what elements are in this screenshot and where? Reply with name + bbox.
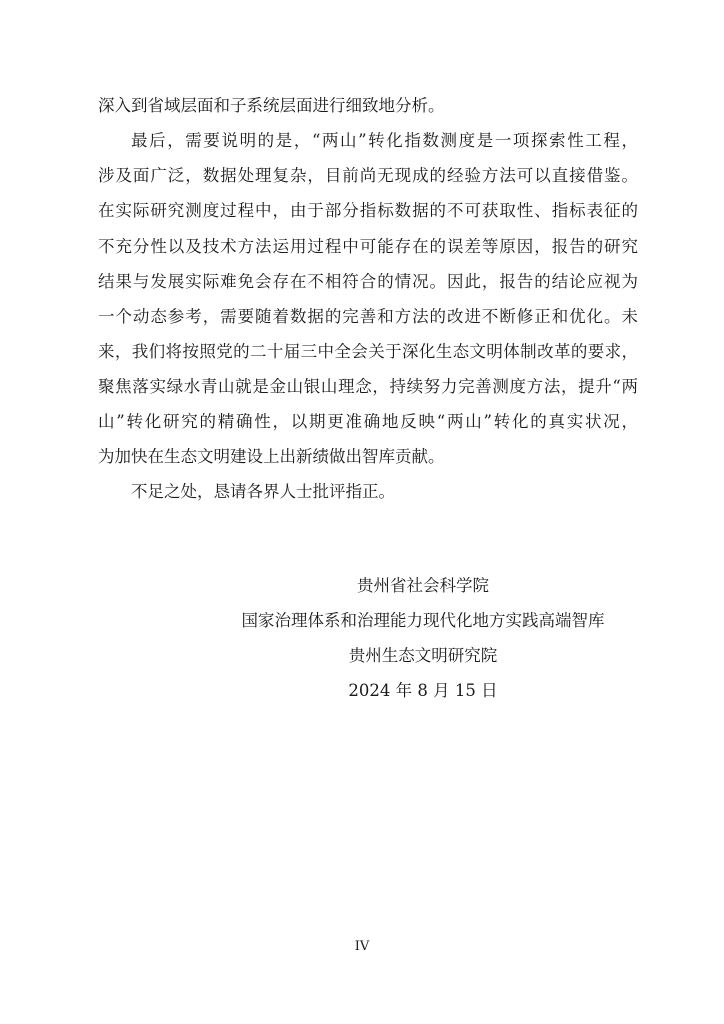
body-text-line: 来，我们将按照党的二十届三中全会关于深化生态文明体制改革的要求， — [98, 342, 638, 361]
body-text-line: 深入到省域层面和子系统层面进行细致地分析。 — [98, 96, 445, 115]
body-text-line: 在实际研究测度过程中，由于部分指标数据的不可获取性、指标表征的 — [98, 201, 638, 220]
page-number: IV — [354, 939, 370, 954]
body-text-line: 一个动态参考，需要随着数据的完善和方法的改进不断修正和优化。未 — [98, 307, 638, 326]
body-text-line: 最后，需要说明的是，“两山”转化指数测度是一项探索性工程， — [131, 131, 638, 150]
body-text-line: 结果与发展实际难免会存在不相符合的情况。因此，报告的结论应视为 — [98, 272, 638, 291]
signature-org-institute: 贵州生态文明研究院 — [348, 646, 498, 665]
closing-line: 不足之处，恳请各界人士批评指正。 — [131, 482, 395, 501]
body-text-line: 为加快在生态文明建设上出新绩做出智库贡献。 — [98, 447, 445, 466]
signature-date: 2024 年 8 月 15 日 — [348, 681, 498, 700]
signature-org-think-tank: 国家治理体系和治理能力现代化地方实践高端智库 — [241, 611, 605, 630]
body-text-line: 山”转化研究的精确性，以期更准确地反映“两山”转化的真实状况， — [98, 412, 638, 431]
signature-org-academy: 贵州省社会科学院 — [357, 576, 489, 595]
body-text-line: 不充分性以及技术方法运用过程中可能存在的误差等原因，报告的研究 — [98, 237, 638, 256]
body-text-line: 涉及面广泛，数据处理复杂，目前尚无现成的经验方法可以直接借鉴。 — [98, 166, 638, 185]
body-text-line: 聚焦落实绿水青山就是金山银山理念，持续努力完善测度方法，提升“两 — [98, 377, 638, 396]
